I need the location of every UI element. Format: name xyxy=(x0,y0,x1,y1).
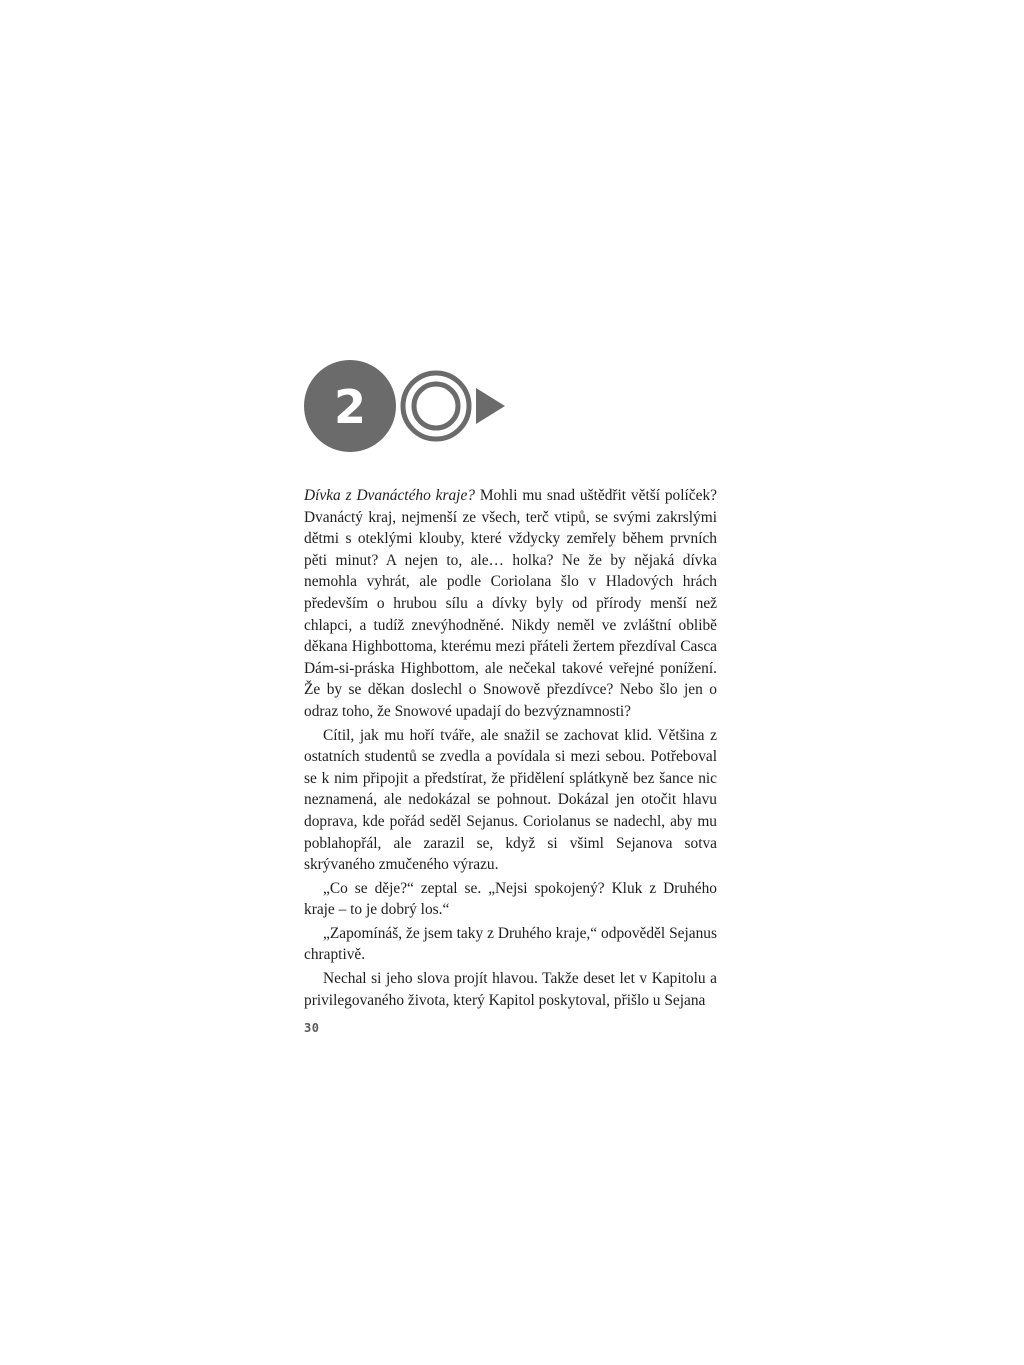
chapter-badge xyxy=(304,360,514,452)
chapter-number: 2 xyxy=(333,380,367,434)
paragraph-1 xyxy=(304,485,717,723)
paragraph-5: Nechal si jeho slova projít hlavou. Takže deset let v Kapitolu a privilegovaného života, který Kapitol poskytoval, přišlo u Sejana xyxy=(304,970,717,1009)
paragraph-4: „Zapomínáš, že jsem taky z Druhého kraje,“ odpověděl Sejanus chraptivě. xyxy=(304,924,717,964)
italic-opening-phrase: Dívka z Dvanáctého kraje? xyxy=(304,487,475,504)
play-triangle-icon xyxy=(476,388,505,424)
chapter-heading xyxy=(304,360,514,452)
double-circle-icon xyxy=(403,373,469,439)
paragraph-3: „Co se děje?“ zeptal se. „Nejsi spokojený? Kluk z Druhého kraje – to je dobrý los.“ xyxy=(304,879,717,919)
paragraph-2: Cítil, jak mu hoří tváře, ale snažil se zachovat klid. Většina z ostatních studentů se zvedla a povídala si mezi sebou. Potřeboval se k nim připojit a předstírat, že přidělení splátkyně bez šance nic neznamená, ale nedokázal se pohnout. Dokázal jen otočit hlavu doprava, kde pořád seděl Sejanus. Coriolanus se nadechl, aby mu poblahopřál, ale zarazil se, když si všiml Sejanova sotva skrývaného zmučeného výrazu. xyxy=(304,726,717,874)
chapter-text xyxy=(304,485,717,1011)
paragraph-1-text: Mohli mu snad uštědřit větší políček? Dvanáctý kraj, nejmenší ze všech, terč vtipů, se svými zakrslými dětmi s oteklými klouby, které vždycky zemřely během prvních pěti minut? A nejen to, ale… holka? Ne že by nějaká dívka nemohla vyhrát, ale podle Coriolana šlo v Hladových hrách především o hrubou sílu a dívky byly od přírody menší než chlapci, a tudíž znevýhodněné. Nikdy neměl ve zvláštní oblibě děkana Highbottoma, kterému mezi přáteli žertem přezdíval Casca Dám-si-práska Highbottom, ale nečekal takové veřejné ponížení. Že by se děkan doslechl o Snowově přezdívce? Nebo šlo jen o odraz toho, že Snowové upadají do bezvýznamnosti? xyxy=(304,487,717,720)
page-number: 30 xyxy=(304,1021,320,1035)
